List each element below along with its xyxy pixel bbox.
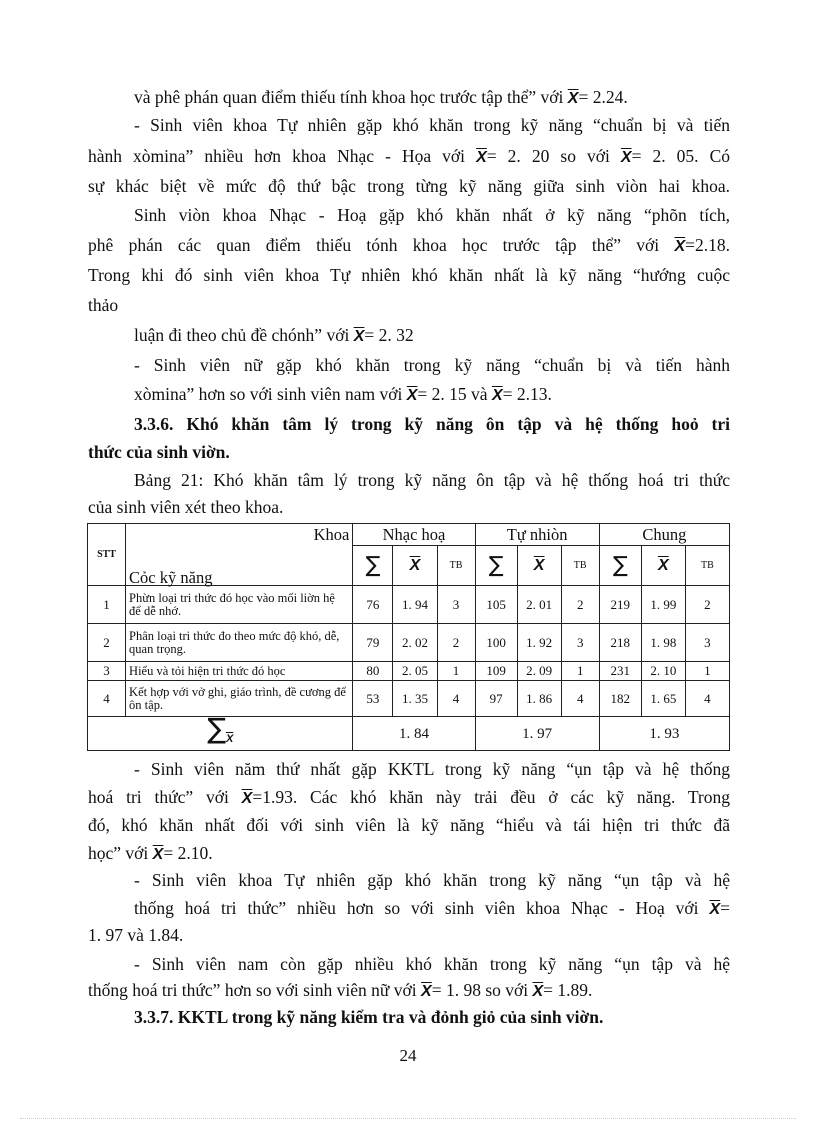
text-line: - Sinh viên nam còn gặp nhiều khó khăn trong kỹ năng “ụn tập và hệ [134, 954, 730, 974]
xbar-symbol: $\overline{X}$ [533, 556, 545, 574]
text-line: đó, khó khăn nhất đối với sinh viên là kỹ năng “hiểu và tái hiện tri thức đã [88, 815, 730, 835]
xbar-symbol: $\overline{X}$ [567, 90, 579, 107]
xbar-symbol: $\overline{X}$ [353, 328, 365, 345]
text-line: hoá tri thức” với $\overline{X}=1.93$. Các khó khăn này trải đều ở các kỹ năng. Trong [88, 787, 730, 807]
group-header: Chung [599, 524, 729, 546]
stt-header: STT [88, 524, 126, 586]
group-header: Nhạc hoạ [353, 524, 475, 546]
page-number: 24 [399, 1046, 417, 1065]
text-line: - Sinh viên khoa Tự nhiên gặp khó khăn trong kỹ năng “chuẩn bị và tiến [134, 115, 730, 135]
text-line: Sinh viòn khoa Nhạc - Hoạ gặp khó khăn nhất ở kỹ năng “phõn tích, [134, 205, 730, 225]
table-total-row: $\sum_{\overline{X}}$ 1. 84 1. 97 1. 93 [88, 717, 730, 751]
text-line: - Sinh viên khoa Tự nhiên gặp khó khăn trong kỹ năng “ụn tập và hệ [134, 870, 730, 890]
tb-header: TB [561, 546, 599, 586]
xbar-symbol: $\overline{X}$ [674, 238, 686, 255]
text-line: xòmina” hơn so với sinh viên nam với $\overline{X}= 2$. 15 và $\overline{X}= 2.13$. [134, 384, 552, 404]
section-heading: thức của sinh viờn. [88, 442, 230, 462]
text-line: và phê phán quan điểm thiếu tính khoa học trước tập thể” với $\overline{X}= 2.24$. [134, 87, 628, 107]
text-line: học” với $\overline{X}= 2.10$. [88, 843, 213, 863]
text-line: - Sinh viên năm thứ nhất gặp KKTL trong kỹ năng “ụn tập và hệ thống [134, 759, 730, 779]
xbar-symbol: $\overline{X}$ [421, 983, 432, 1000]
xbar-symbol: $\overline{X}$ [152, 846, 164, 863]
text-line: luận đi theo chủ đề chónh” với $\overline{X}= 2$. 32 [134, 325, 414, 345]
text-line: phê phán các quan điểm thiếu tónh khoa học trước tập thể” với $\overline{X}=2.18$. [88, 235, 730, 255]
section-heading: 3.3.6. Khó khăn tâm lý trong kỹ năng ôn tập và hệ thống hoỏ tri [134, 414, 730, 434]
tb-header: TB [437, 546, 475, 586]
khoa-header: Khoa [126, 524, 353, 546]
xbar-symbol: $\overline{X}$ [241, 790, 253, 807]
sigma-icon: ∑ [353, 546, 393, 586]
table-caption: của sinh viên xét theo khoa. [88, 497, 284, 517]
sigma-icon: ∑ [599, 546, 641, 586]
page-divider [20, 1118, 796, 1119]
sigma-icon: ∑ [475, 546, 517, 586]
table-row: 2 Phân loại tri thức đo theo mức độ khó, dễ, quan trọng. 79 2. 02 2 100 1. 92 3 218 1. 98 3 [88, 624, 730, 662]
data-table [87, 523, 730, 751]
text-line: thống hoá tri thức” hơn so với sinh viên nữ với $\overline{X}= 1$. 98 so với $\overline{X}= 1.89$. [88, 980, 593, 1000]
xbar-symbol: $\overline{X}$ [657, 556, 669, 574]
group-header: Tự nhiòn [475, 524, 599, 546]
xbar-symbol: $\overline{X}$ [406, 387, 418, 404]
xbar-symbol: $\overline{X}$ [476, 149, 487, 166]
text-line: Trong khi đó sinh viên khoa Tự nhiên khó khăn nhất là kỹ năng “hướng cuộc [88, 265, 730, 285]
tb-header: TB [685, 546, 729, 586]
section-heading: 3.3.7. KKTL trong kỹ năng kiểm tra và đỏnh giỏ của sinh viờn. [134, 1007, 604, 1027]
sigma-icon: ∑ [207, 711, 226, 745]
xbar-symbol: $\overline{X}$ [409, 556, 421, 574]
text-line: thống hoá tri thức” nhiều hơn so với sinh viên khoa Nhạc - Hoạ với $\overline{X}=$ [134, 898, 730, 918]
xbar-symbol: $\overline{X}$ [532, 983, 544, 1000]
xbar-symbol: $\overline{X}$ [620, 149, 632, 166]
text-line: 1. 97 và 1.84. [88, 925, 184, 945]
table-row: 4 Kết hợp với vở ghi, giáo trình, đề cương để ôn tập. 53 1. 35 4 97 1. 86 4 182 1. 65 4 [88, 681, 730, 717]
xbar-symbol: $\overline{X}$ [709, 901, 721, 918]
skill-header: Cỏc kỹ năng [126, 546, 353, 586]
table-caption: Bảng 21: Khó khăn tâm lý trong kỹ năng ôn tập và hệ thống hoá tri thức [134, 470, 730, 490]
text-line: - Sinh viên nữ gặp khó khăn trong kỹ năng “chuẩn bị và tiến hành [134, 355, 730, 375]
text-line: hành xòmina” nhiều hơn khoa Nhạc - Họa với $\overline{X}= 2$. 20 so với $\overline{X}= 2$. 05. Có [88, 146, 730, 166]
text-line: sự khác biệt về mức độ thứ bậc trong từng kỹ năng giữa sinh viòn hai khoa. [88, 176, 730, 196]
table-row: 3 Hiểu và tỏi hiện tri thức đó học 80 2. 05 1 109 2. 09 1 231 2. 10 1 [88, 662, 730, 681]
xbar-symbol: X [225, 732, 234, 745]
xbar-symbol: $\overline{X}$ [491, 387, 503, 404]
table-row: 1 Phừn loại tri thức đó học vào mối liờn hệ để dễ nhớ. 76 1. 94 3 105 2. 01 2 219 1. 99 2 [88, 586, 730, 624]
text-line: thảo [88, 295, 119, 315]
